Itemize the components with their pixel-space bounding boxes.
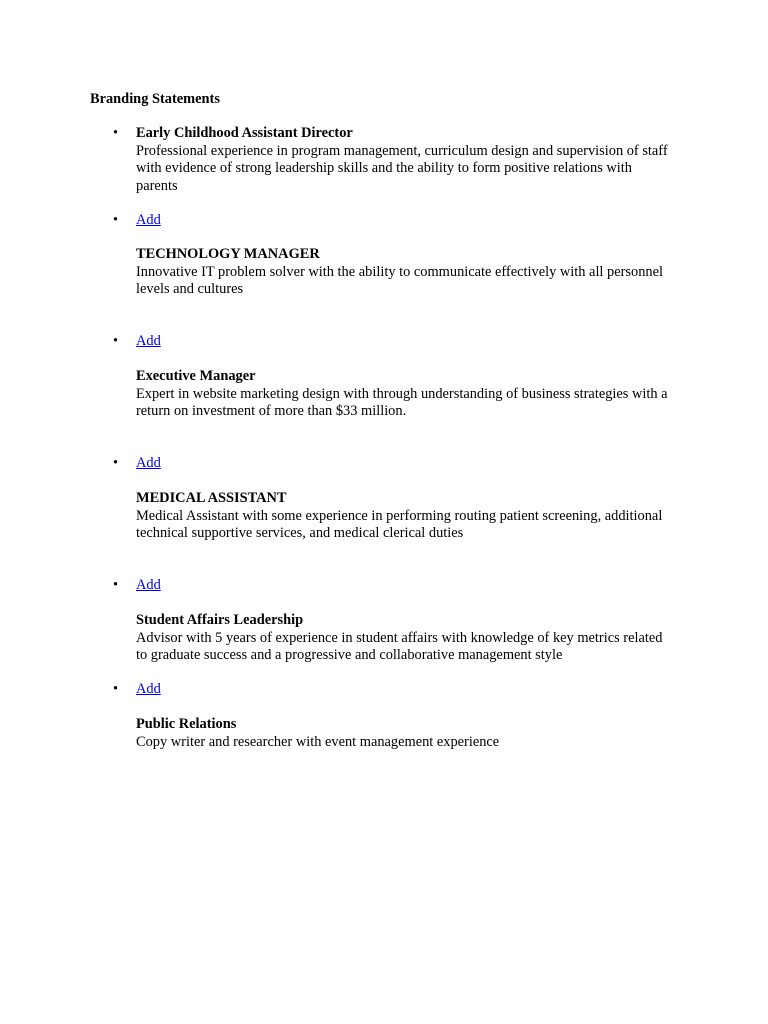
add-link[interactable]: Add (136, 577, 161, 593)
add-item (113, 212, 676, 230)
bullet-icon: • (113, 333, 119, 349)
add-link[interactable]: Add (136, 212, 161, 228)
add-item (113, 681, 676, 699)
statement-entry (136, 490, 676, 543)
statement-description: Copy writer and researcher with event management experience (136, 733, 500, 750)
page-heading: Branding Statements (90, 91, 220, 107)
statement-description: Medical Assistant with some experience in performing routing patient screening, additional technical supportive services, and medical clerical duties (136, 507, 663, 541)
statement-entry (136, 368, 676, 421)
statement-description: Professional experience in program management, curriculum design and supervision of staff with evidence of strong leadership skills and the ability to form positive relations with parents (136, 142, 668, 194)
bullet-icon: • (113, 577, 119, 593)
bullet-icon: • (113, 455, 119, 471)
statement-entry (136, 612, 676, 665)
add-link[interactable]: Add (136, 455, 161, 471)
statement-entry (136, 246, 676, 299)
add-link[interactable]: Add (136, 333, 161, 349)
statement-title: Executive Manager (136, 368, 256, 384)
bullet-icon: • (113, 212, 119, 228)
statement-title: Student Affairs Leadership (136, 612, 304, 628)
statement-title: Early Childhood Assistant Director (136, 125, 353, 141)
statement-item (113, 125, 676, 195)
add-item (113, 455, 676, 473)
bullet-icon: • (113, 681, 119, 697)
add-item (113, 333, 676, 351)
bullet-icon: • (113, 125, 119, 141)
add-item (113, 577, 676, 595)
add-link[interactable]: Add (136, 681, 161, 697)
statement-title: TECHNOLOGY MANAGER (136, 246, 320, 262)
statement-description: Advisor with 5 years of experience in student affairs with knowledge of key metrics related to graduate success and a progressive and collaborative management style (136, 629, 663, 663)
statement-description: Expert in website marketing design with through understanding of business strategies with a return on investment of more than $33 million. (136, 385, 668, 419)
statement-description: Innovative IT problem solver with the ability to communicate effectively with all personnel levels and cultures (136, 263, 663, 297)
statement-title: MEDICAL ASSISTANT (136, 490, 287, 506)
statement-title: Public Relations (136, 716, 237, 732)
statement-entry (136, 716, 676, 751)
